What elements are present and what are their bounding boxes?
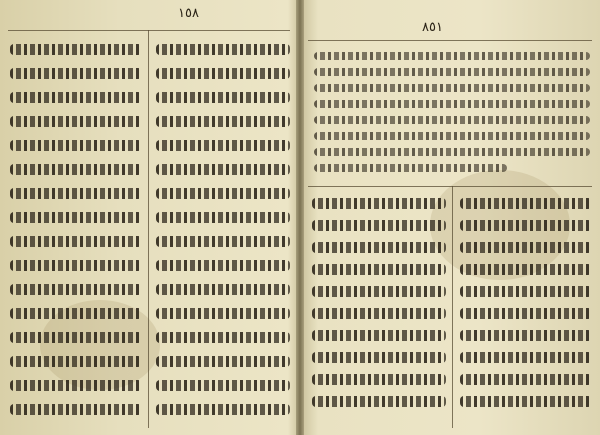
right-page-number: ٨٥١ xyxy=(422,20,443,35)
left-page-column-left xyxy=(10,40,142,430)
verse-line xyxy=(460,264,592,275)
right-page-mid-rule xyxy=(308,186,592,187)
verse-line xyxy=(10,188,142,199)
verse-line xyxy=(460,220,592,231)
right-page-top-rule xyxy=(308,40,592,41)
left-page-top-rule xyxy=(8,30,290,31)
verse-line xyxy=(460,374,592,385)
verse-line xyxy=(156,140,290,151)
verse-line xyxy=(10,284,142,295)
left-page xyxy=(0,0,298,435)
verse-line xyxy=(10,116,142,127)
verse-line xyxy=(460,242,592,253)
verse-line xyxy=(10,236,142,247)
verse-line xyxy=(156,260,290,271)
verse-line xyxy=(312,242,446,253)
verse-line xyxy=(156,116,290,127)
verse-line xyxy=(10,212,142,223)
verse-line xyxy=(156,356,290,367)
verse-line xyxy=(312,198,446,209)
verse-line xyxy=(10,140,142,151)
verse-line xyxy=(10,260,142,271)
left-page-column-divider xyxy=(148,30,149,428)
verse-line xyxy=(460,330,592,341)
prose-line xyxy=(314,164,507,172)
verse-line xyxy=(10,404,142,415)
verse-line xyxy=(10,380,142,391)
verse-line xyxy=(460,286,592,297)
prose-line xyxy=(314,100,590,108)
verse-line xyxy=(156,212,290,223)
verse-line xyxy=(156,236,290,247)
verse-line xyxy=(460,198,592,209)
verse-line xyxy=(156,404,290,415)
verse-line xyxy=(312,220,446,231)
verse-line xyxy=(312,330,446,341)
prose-line xyxy=(314,52,590,60)
verse-line xyxy=(156,380,290,391)
prose-line xyxy=(314,68,590,76)
verse-line xyxy=(10,332,142,343)
right-page xyxy=(302,0,600,435)
verse-line xyxy=(156,68,290,79)
verse-line xyxy=(460,352,592,363)
verse-line xyxy=(156,188,290,199)
right-page-column-left xyxy=(312,194,446,430)
verse-line xyxy=(156,164,290,175)
verse-line xyxy=(312,264,446,275)
verse-line xyxy=(312,286,446,297)
prose-line xyxy=(314,132,590,140)
verse-line xyxy=(10,68,142,79)
verse-line xyxy=(10,308,142,319)
verse-line xyxy=(312,396,446,407)
left-page-column-right xyxy=(156,40,290,430)
verse-line xyxy=(156,284,290,295)
verse-line xyxy=(312,308,446,319)
left-page-number: ١٥٨ xyxy=(178,6,199,21)
prose-line xyxy=(314,84,590,92)
verse-line xyxy=(10,44,142,55)
verse-line xyxy=(312,352,446,363)
verse-line xyxy=(156,44,290,55)
right-page-column-divider xyxy=(452,186,453,428)
verse-line xyxy=(460,308,592,319)
verse-line xyxy=(10,92,142,103)
verse-line xyxy=(460,396,592,407)
verse-line xyxy=(156,332,290,343)
prose-line xyxy=(314,116,590,124)
verse-line xyxy=(10,356,142,367)
verse-line xyxy=(312,374,446,385)
verse-line xyxy=(156,92,290,103)
verse-line xyxy=(10,164,142,175)
right-page-column-right xyxy=(460,194,592,430)
right-page-prose-block xyxy=(314,50,590,180)
verse-line xyxy=(156,308,290,319)
prose-line xyxy=(314,148,590,156)
